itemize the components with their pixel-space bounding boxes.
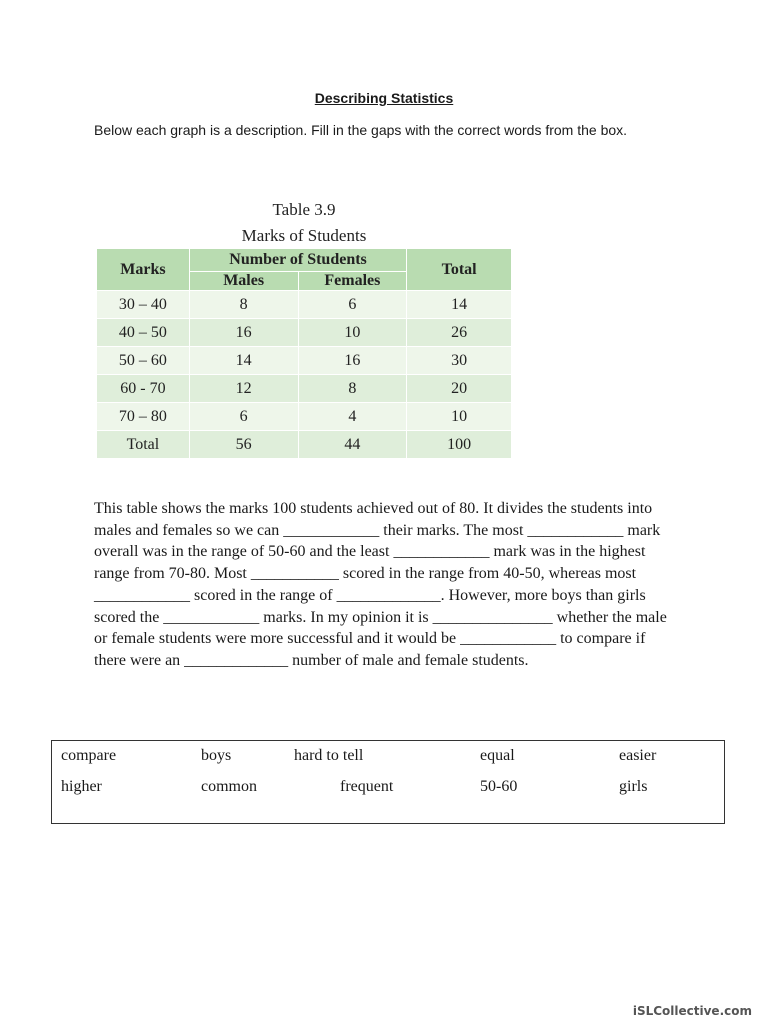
cell-total: 100 — [407, 431, 512, 459]
table-row — [97, 319, 512, 347]
cell-females: 8 — [298, 375, 407, 403]
cell-marks: 60 - 70 — [97, 375, 190, 403]
word-easier: easier — [619, 747, 657, 764]
table-row — [97, 291, 512, 319]
cell-males: 16 — [189, 319, 298, 347]
word-frequent: frequent — [340, 778, 394, 795]
instructions-text: Below each graph is a description. Fill in the gaps with the correct words from the box. — [94, 122, 628, 138]
cell-total: 30 — [407, 347, 512, 375]
table-total-row — [97, 431, 512, 459]
marks-table — [96, 248, 512, 459]
word-girls: girls — [619, 778, 648, 795]
cell-males: 6 — [189, 403, 298, 431]
word-50-60: 50-60 — [480, 778, 518, 795]
cell-marks: 40 – 50 — [97, 319, 190, 347]
cell-marks: 30 – 40 — [97, 291, 190, 319]
cell-marks: Total — [97, 431, 190, 459]
footer-watermark: iSLCollective.com — [632, 1004, 752, 1018]
word-boys: boys — [201, 747, 232, 764]
word-equal: equal — [480, 747, 515, 764]
table-row — [97, 347, 512, 375]
word-hard-to-tell: hard to tell — [294, 747, 364, 764]
cell-total: 26 — [407, 319, 512, 347]
cell-females: 10 — [298, 319, 407, 347]
cell-marks: 50 – 60 — [97, 347, 190, 375]
cell-total: 14 — [407, 291, 512, 319]
cell-females: 16 — [298, 347, 407, 375]
cell-males: 56 — [189, 431, 298, 459]
cell-total: 20 — [407, 375, 512, 403]
cell-marks: 70 – 80 — [97, 403, 190, 431]
header-males: Males — [189, 272, 298, 291]
word-common: common — [201, 778, 257, 795]
cell-females: 4 — [298, 403, 407, 431]
description-paragraph: This table shows the marks 100 students achieved out of 80. It divides the students into males and females so we can ____________ their marks. The most ____________ mark overall was in the range of 50-60 and the least ____________ mark was in the highest range from 70-80. Most ___________ scored in the range from 40-50, whereas most ____________ scored in the range of _____________. However, more boys than girls scored the ____________ marks. In my opinion it is _______________ whether the male or female students were more successful and it would be ____________ to compare if there were an _____________ number of male and female students. — [94, 500, 667, 669]
table-row — [97, 375, 512, 403]
cell-males: 8 — [189, 291, 298, 319]
table-row — [97, 403, 512, 431]
cell-females: 6 — [298, 291, 407, 319]
cell-females: 44 — [298, 431, 407, 459]
worksheet-title: Describing Statistics — [314, 90, 454, 106]
table-caption-title: Marks of Students — [241, 226, 367, 245]
header-marks: Marks — [97, 249, 190, 291]
cell-total: 10 — [407, 403, 512, 431]
header-total: Total — [407, 249, 512, 291]
table-caption-number: Table 3.9 — [272, 200, 336, 219]
word-box — [51, 740, 725, 824]
cell-males: 12 — [189, 375, 298, 403]
word-higher: higher — [61, 778, 102, 795]
header-number-of-students: Number of Students — [189, 249, 406, 272]
cell-males: 14 — [189, 347, 298, 375]
word-compare: compare — [61, 747, 117, 764]
header-females: Females — [298, 272, 407, 291]
